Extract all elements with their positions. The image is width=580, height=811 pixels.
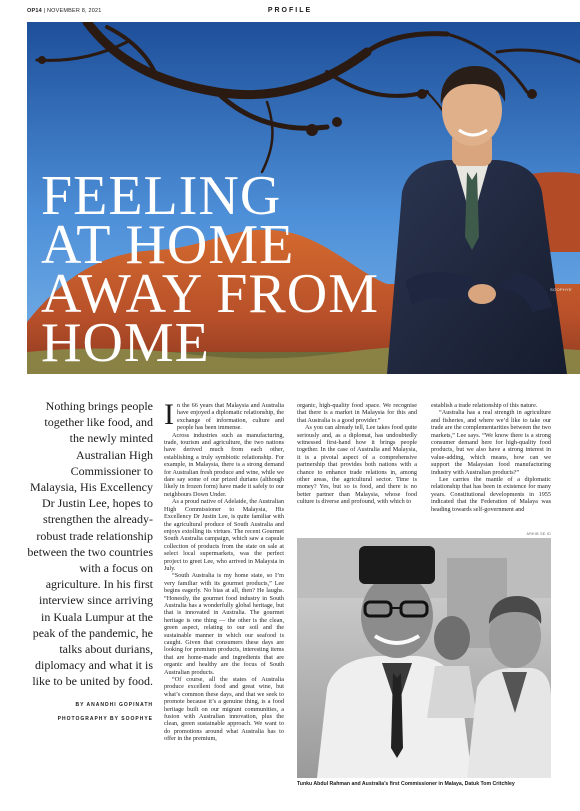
hero-photo [27,22,580,374]
article-paragraph: establish a trade relationship of this nature. [431,402,538,409]
page-number: OP14 [27,8,42,14]
author-byline: BY ANANDHI GOPINATH [75,702,153,708]
article-paragraph: Lee carries the mantle of a diplomatic relationship that has been in existence for many years. Constitutional developments in 1955 indicated that the Federation of Malaya was heading towards self-government and [431,476,551,513]
article-paragraph: “Of course, all the states of Australia produce excellent food and great wine, but what’s common these days, and that we seek to promote because it’s a genuine thing, is a food heritage built on our migrant communities, a fusion with Australian innovation, plus the clean, green sustainable approach. We want to do promotions around what Australia has to offer in the premium, [164,676,284,743]
article-paragraph: As you can already tell, Lee takes food quite seriously and, as a diplomat, has undoubtedly witnessed first-hand how it brings people together. In the case of Australia and Malaysia, it is a pivotal aspect of a comprehensive partnership that provides both nations with a chance to enhance trade relations in, among other areas, the agricultural sector. Time is money? Yes, but so is food, and there is no better partner than Malaysia, whose food culture is diverse and profound, with which to [297,424,417,506]
article-column-2 [297,402,417,544]
standfirst: Nothing brings people together like food, and the newly minted Australian High Commissioner to Malaysia, His Excellency Dr Justin Lee, hopes to strengthen the already-robust trade relationship between the two countries with a focus on agriculture. In his first interview since arriving in Kuala Lumpur at the peak of the pandemic, he talks about durians, diplomacy and what it is like to be united by food. [27,399,153,689]
headline-line: AT HOME [41,214,295,276]
page-number-date: OP14 | NOVEMBER 8, 2021 [27,8,102,14]
headline-line: FEELING [41,165,282,227]
archive-photo-illustration [297,538,551,778]
section-label: PROFILE [267,7,313,14]
article-paragraph [164,402,284,432]
photo-caption: Tunku Abdul Rahman and Australia’s first Commissioner in Malaya, Datuk Tom Critchley [297,781,515,787]
headline-line: HOME [41,312,210,374]
headline-line: AWAY FROM [41,263,379,325]
byline [27,698,153,726]
hero-photo-credit: SOOPHYE [550,287,572,292]
paragraph-text: n the 66 years that Malaysia and Australia have enjoyed a diplomatic relationship, the exchange of information, culture and people has been immense. [177,402,284,432]
article-paragraph: organic, high-quality food space. We recognise that there is a market in Malaysia for this and that Australia is a good provider.” [297,402,417,424]
article-paragraph: “South Australia is my home state, so I’m very familiar with its gourmet products,” Lee begins eagerly. No bias at all, then? He laughs. “Honestly, the gourmet food industry in South Australia has a wonderfully global heritage, but that is innovated in Australia. The gourmet heritage is one thing — the other is the clean, green aspect, relating to our soil and the sustainable manner in which our seafood is caught. Given that consumers these days are looking for premium products, interesting items that are home-made and ingredients that are organic and healthy are the focus of South Australian products. [164,572,284,676]
article-paragraph: As a proud native of Adelaide, the Australian High Commissioner to Malaysia, His Excellency Dr Justin Lee, is quite familiar with the agricultural produce of South Australia and enjoys extolling its virtues. The recent Gourmet South Australia campaign, which saw a capsule collection of products from the state on sale at select local supermarkets, was the perfect project to greet Lee, who arrived in Malaysia in July. [164,498,284,572]
archive-photo [297,538,551,778]
article-column-3 [431,402,551,528]
drop-cap: I [164,402,174,431]
article-column-1 [164,402,284,798]
page-header [0,0,580,22]
photographer-byline: PHOTOGRAPHY BY SOOPHYE [57,716,153,722]
headline [41,165,379,374]
article-paragraph: “Australia has a real strength in agriculture and fisheries, and where we’d like to take our trade are the complementarities between the two markets,” Lee says. “We know there is a strong consumer demand here for high-quality food products, but we also have a strong interest in value-adding, which means, how can we support the Malaysian food manufacturing industry with Australian products?” [431,409,551,476]
issue-date: NOVEMBER 8, 2021 [46,8,102,14]
article-paragraph: Across industries such as manufacturing, trade, tourism and agriculture, the two nations have derived much from each other, establishing a truly symbiotic relationship. For example, in Malaysia, there is a strong demand for Australian fresh produce and wine, while we dare say some of our prized durians (although likely in frozen form) have made it safely to our neighbours Down Under. [164,431,284,498]
archive-photo-credit: ARKIB SE.ID [526,532,551,536]
